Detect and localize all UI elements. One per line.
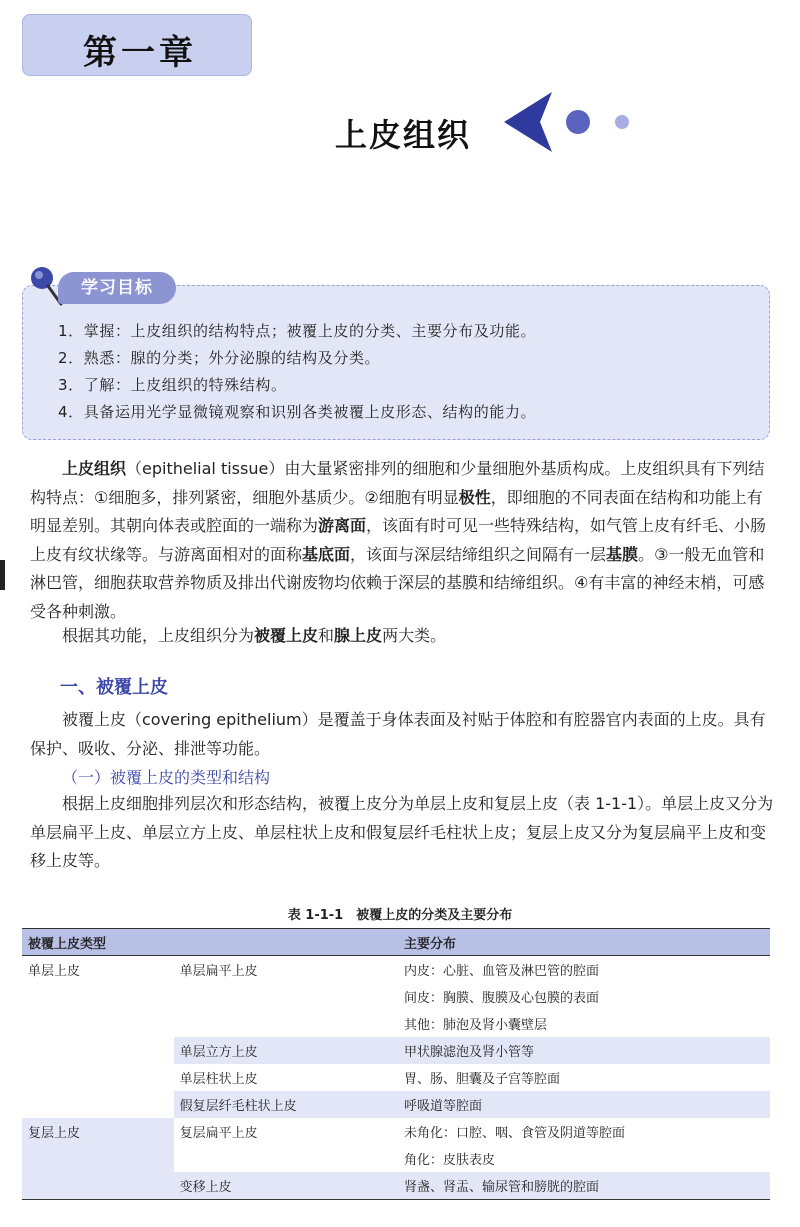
table-header-row xyxy=(22,929,770,956)
table-cell: 呼吸道等腔面 xyxy=(398,1091,770,1118)
section-title: 上皮组织 xyxy=(335,116,472,154)
table-row xyxy=(22,1118,770,1145)
chapter-tab xyxy=(22,14,252,76)
table-cell xyxy=(22,1064,174,1091)
table-cell: 变移上皮 xyxy=(174,1172,398,1200)
table-cell xyxy=(22,1037,174,1064)
table-cell: 甲状腺滤泡及肾小管等 xyxy=(398,1037,770,1064)
heading-covering-epithelium: 一、被覆上皮 xyxy=(60,677,168,698)
table-cell xyxy=(22,1145,174,1172)
table-cell xyxy=(22,1010,174,1037)
chapter-label: 第一章 xyxy=(83,33,197,73)
objective-item: 2．熟悉：腺的分类；外分泌腺的结构及分类。 xyxy=(58,349,381,367)
table-row xyxy=(22,1172,770,1200)
table-cell: 间皮：胸膜、腹膜及心包膜的表面 xyxy=(404,991,600,1006)
table-cell: 内皮：心脏、血管及淋巴管的腔面 xyxy=(404,964,600,979)
table-row xyxy=(22,1064,770,1091)
term-epithelial-tissue: 上皮组织 xyxy=(62,459,127,478)
classification-paragraph: 根据其功能，上皮组织分为被覆上皮和腺上皮两大类。 xyxy=(62,626,447,645)
term-basement-membrane: 基膜 xyxy=(606,544,639,564)
table-cell xyxy=(174,983,398,1010)
term-basal-surface: 基底面 xyxy=(302,544,351,564)
table-cell: 未角化：口腔、咽、食管及阴道等腔面 xyxy=(404,1126,626,1141)
types-paragraph: 根据上皮细胞排列层次和形态结构，被覆上皮分为单层上皮和复层上皮（表 1-1-1）。单层上皮又分为单层扁平上皮、单层立方上皮、单层柱状上皮和假复层纤毛柱状上皮；复层上皮又分为复层扁平上皮和变移上皮等。 xyxy=(30,794,774,871)
table-cell: 单层扁平上皮 xyxy=(179,964,258,979)
table-cell xyxy=(174,1010,398,1037)
table-row xyxy=(22,983,770,1010)
table-cell xyxy=(22,1172,174,1200)
table-row xyxy=(22,1091,770,1118)
epithelium-table xyxy=(22,928,770,1200)
table-row xyxy=(22,1145,770,1172)
table-header-cell xyxy=(174,929,398,956)
table-cell: 其他：肺泡及肾小囊壁层 xyxy=(404,1018,548,1033)
table-row xyxy=(22,956,770,984)
table-cell: 复层扁平上皮 xyxy=(179,1126,258,1141)
table-row xyxy=(22,1037,770,1064)
objective-item: 4．具备运用光学显微镜观察和识别各类被覆上皮形态、结构的能力。 xyxy=(58,403,537,421)
table-caption: 表 1-1-1 被覆上皮的分类及主要分布 xyxy=(287,908,513,923)
table-cell: 单层上皮 xyxy=(28,964,81,979)
term-polarity: 极性 xyxy=(458,487,491,507)
table-cell: 单层柱状上皮 xyxy=(179,1072,258,1087)
page-edge-mark xyxy=(0,560,5,590)
intro-paragraph: 上皮组织（epithelial tissue）由大量紧密排列的细胞和少量细胞外基质构成。上皮组织具有下列结构特点：①细胞多，排列紧密，细胞外基质少。②细胞有明显极性，即细胞的不同表面在结构和功能上有明显差别。其朝向体表或腔面的一端称为游离面，该面有时可见一些特殊结构，如气管上皮有纤毛、小肠上皮有纹状缘等。与游离面相对的面称基底面，该面与深层结缔组织之间隔有一层基膜。③一般无血管和淋巴管，细胞获取营养物质及排出代谢废物均依赖于深层的基膜和结缔组织。④有丰富的神经末梢，可感受各种刺激。 xyxy=(30,459,767,621)
objective-item: 1．掌握：上皮组织的结构特点；被覆上皮的分类、主要分布及功能。 xyxy=(58,322,537,340)
table-cell: 胃、肠、胆囊及子宫等腔面 xyxy=(404,1072,561,1087)
subheading-types-structure: （一）被覆上皮的类型和结构 xyxy=(62,768,271,787)
table-row xyxy=(22,1010,770,1037)
table-cell: 单层立方上皮 xyxy=(174,1037,398,1064)
objectives-list xyxy=(58,318,758,426)
table-cell xyxy=(174,1145,398,1172)
decorative-arrow-icon xyxy=(500,92,660,172)
table-cell: 假复层纤毛柱状上皮 xyxy=(174,1091,398,1118)
table-header-cell: 主要分布 xyxy=(398,929,770,956)
table-header-cell: 被覆上皮类型 xyxy=(22,929,174,956)
table-cell: 角化：皮肤表皮 xyxy=(404,1153,496,1168)
objectives-tab: 学习目标 xyxy=(58,272,176,304)
table-cell xyxy=(22,1091,174,1118)
table-cell: 肾盏、肾盂、输尿管和膀胱的腔面 xyxy=(398,1172,770,1200)
table-cell xyxy=(22,983,174,1010)
term-free-surface: 游离面 xyxy=(318,516,367,536)
covering-paragraph: 被覆上皮（covering epithelium）是覆盖于身体表面及衬贴于体腔和有腔器官内表面的上皮。具有保护、吸收、分泌、排泄等功能。 xyxy=(30,710,766,758)
table-cell: 复层上皮 xyxy=(22,1118,174,1145)
objective-item: 3．了解：上皮组织的特殊结构。 xyxy=(58,376,287,394)
